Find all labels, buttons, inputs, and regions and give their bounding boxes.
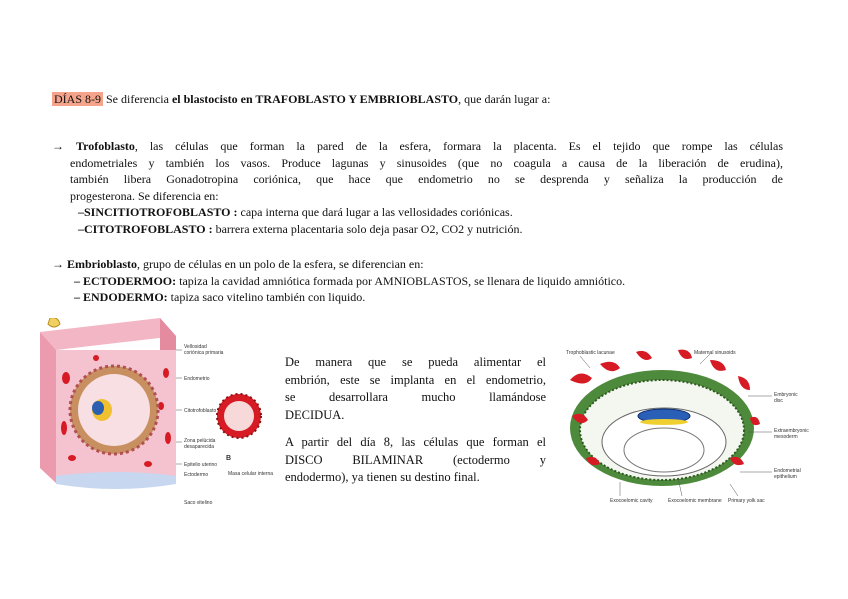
cito-text: barrera externa placentaria solo deja pasar O2, CO2 y nutrición. — [212, 221, 523, 236]
right-label-5: Exocoelomic cavity — [610, 498, 653, 504]
trofo-line-3: también libera Gonadotropina coriónica, que hace que endometrio no se desprenda y señaliza la producción de — [70, 172, 783, 186]
implantation-figure — [36, 318, 274, 518]
embrio-sub-2 — [52, 289, 783, 306]
left-label-3: Zona pelúcida desaparecida — [184, 438, 216, 450]
middle-p1-l4: DECIDUA. — [285, 407, 345, 422]
ectodermo-text: tapiza la cavidad amniótica formada por AMNIOBLASTOS, se llenara de liquido amniótico. — [176, 273, 626, 288]
left-label-6: Saco vitelino — [184, 500, 213, 506]
middle-p1-l3: se desarrollara mucho llamándose — [285, 390, 546, 404]
trofoblasto-block — [52, 138, 783, 237]
trofo-sub-1 — [70, 204, 783, 221]
left-label-2: Citotrofoblasto — [184, 408, 217, 414]
embrio-sub-1 — [52, 273, 783, 290]
right-label-0: Trophoblastic lacunae — [566, 350, 615, 356]
middle-text — [285, 354, 546, 487]
figure-letter-b: B — [226, 455, 232, 462]
embrio-term: Embrioblasto — [67, 257, 138, 271]
trofo-line-2: endometriales y también los vasos. Produce lagunas y sinusoides (que no coagula a causa de la liberación de erudina), — [70, 155, 783, 170]
bilaminar-figure — [560, 346, 810, 512]
header-bold: el blastocisto en TRAFOBLASTO Y EMBRIOBLASTO — [171, 92, 459, 106]
epithelium — [56, 472, 176, 489]
right-label-7: Primary yolk sac — [728, 498, 765, 504]
left-label-4: Epitelio uterino — [184, 462, 218, 468]
middle-p2-l2: DISCO BILAMINAR (ectodermo y — [285, 452, 546, 467]
trofo-term: Trofoblasto — [75, 139, 135, 153]
left-label-1: Endometrio — [184, 376, 210, 382]
right-label-2: Embryonic disc — [774, 392, 798, 404]
middle-p2-l1: A partir del día 8, las células que forman el — [285, 435, 546, 449]
right-label-6: Exocoelomic membrane — [668, 498, 722, 504]
embrioblasto-block — [52, 256, 783, 306]
figure-b-caption: Masa celular interna — [228, 471, 274, 477]
embrio-line-1 — [52, 256, 783, 273]
block-top — [40, 318, 176, 350]
middle-p1-l1: De manera que se pueda alimentar el — [285, 355, 546, 369]
left-label-0: Vellosidad coriónica primaria — [184, 344, 224, 356]
middle-p1-l2: embrión, este se implanta en el endometrio, — [285, 372, 546, 387]
header-line — [52, 91, 550, 108]
header-tail: , que darán lugar a: — [458, 92, 551, 106]
trofo-line-1-text: , las células que forman la pared de la esfera, formara la placenta. Es el tejido que rompe las células — [134, 139, 783, 153]
ectodermo-term: – ECTODERMOO: — [74, 273, 177, 288]
left-label-5: Ectodermo — [184, 472, 209, 478]
embrio-line-1-text: , grupo de células en un polo de la esfera, se diferencian en: — [137, 257, 424, 271]
header-lead: Se diferencia — [103, 92, 172, 106]
endodermo-text: tapiza saco vitelino también con liquido. — [167, 290, 366, 304]
right-label-3: Extraembryonic mesoderm — [774, 428, 809, 440]
trofo-sub-2 — [70, 221, 783, 238]
yolk-sac — [624, 428, 704, 472]
sincitio-text: capa interna que dará lugar a las vellosidades coriónicas. — [237, 205, 513, 219]
trofo-line-1 — [52, 138, 783, 155]
middle-p2-l3: endodermo), ya tienen su destino final. — [285, 470, 480, 484]
endodermo-term: – ENDODERMO: — [74, 290, 168, 304]
arrow-icon: → — [52, 257, 64, 271]
trofo-line-4: progesterona. Se diferencia en: — [70, 188, 219, 203]
days-highlight: DÍAS 8-9 — [54, 92, 101, 106]
cito-term: –CITOTROFOBLASTO : — [78, 221, 213, 236]
arrow-icon: → — [52, 139, 64, 153]
right-label-4: Endometrial epithelium — [774, 468, 801, 480]
right-label-1: Maternal sinusoids — [694, 350, 736, 356]
sincitio-term: –SINCITIOTROFOBLASTO : — [78, 205, 238, 219]
